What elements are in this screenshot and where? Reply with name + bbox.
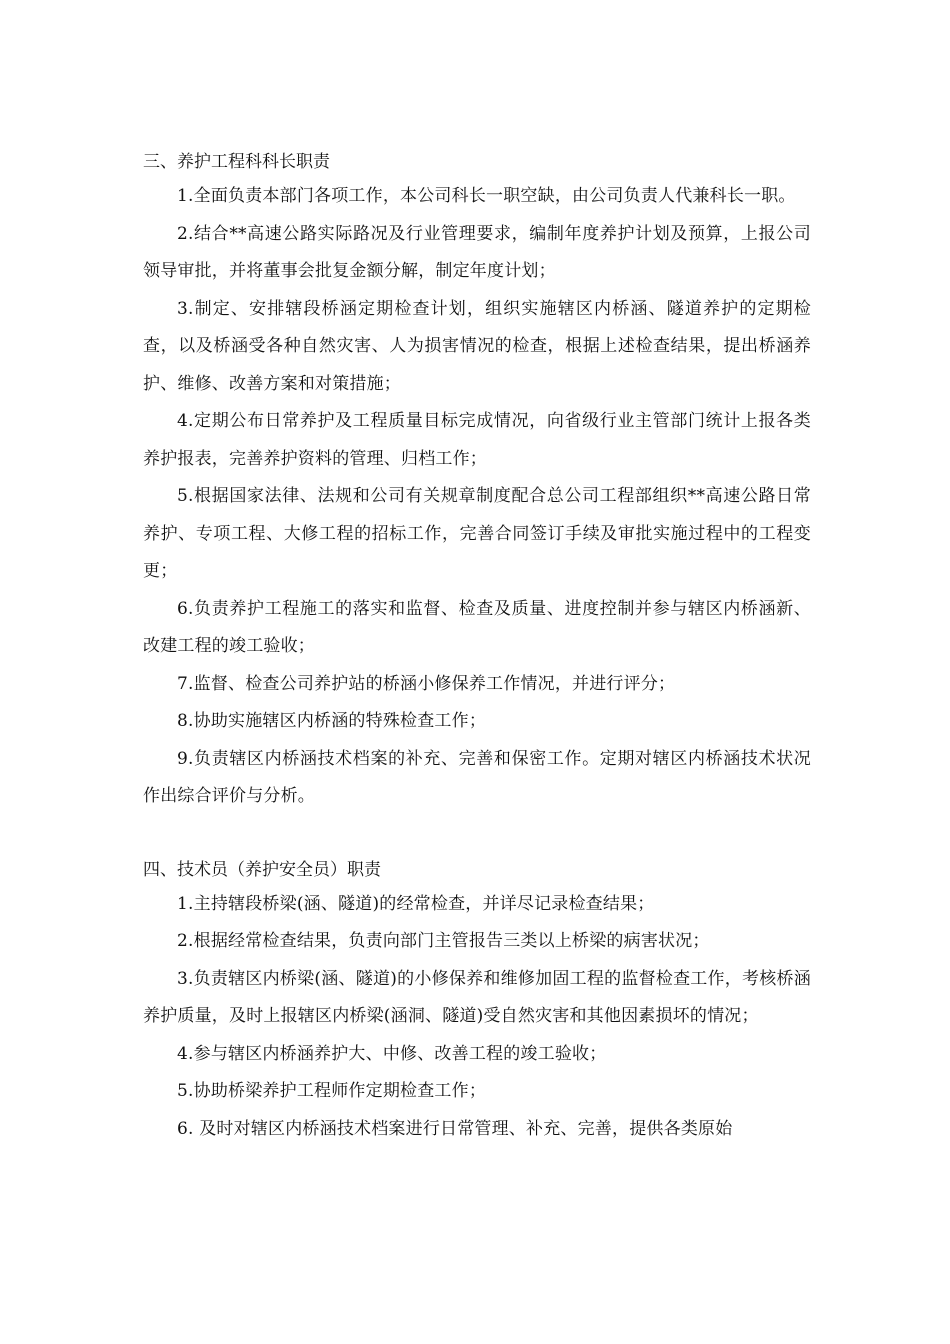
duty-item: 3.负责辖区内桥梁(涵、隧道)的小修保养和维修加固工程的监督检查工作，考核桥涵养护质量，及时上报辖区内桥梁(涵洞、隧道)受自然灾害和其他因素损坏的情况；: [143, 968, 811, 1026]
duty-item: 4.定期公布日常养护及工程质量目标完成情况，向省级行业主管部门统计上报各类养护报表，完善养护资料的管理、归档工作；: [143, 411, 811, 469]
section-spacer: [143, 816, 811, 856]
duty-item: 6. 及时对辖区内桥涵技术档案进行日常管理、补充、完善，提供各类原始: [177, 1118, 733, 1139]
duty-item: 2.根据经常检查结果，负责向部门主管报告三类以上桥梁的病害状况；: [177, 931, 710, 951]
duty-item: 1.主持辖段桥梁(涵、隧道)的经常检查，并详尽记录检查结果；: [177, 893, 655, 914]
duty-item: 5.协助桥梁养护工程师作定期检查工作；: [177, 1081, 487, 1101]
section-heading: 三、养护工程科科长职责: [143, 152, 330, 172]
duty-item: 8.协助实施辖区内桥涵的特殊检查工作；: [177, 711, 487, 731]
duty-item: 2.结合**高速公路实际路况及行业管理要求，编制年度养护计划及预算，上报公司领导审批，并将董事会批复金额分解，制定年度计划；: [143, 223, 811, 281]
duty-item: 5.根据国家法律、法规和公司有关规章制度配合总公司工程部组织**高速公路日常养护、专项工程、大修工程的招标工作，完善合同签订手续及审批实施过程中的工程变更；: [143, 486, 811, 581]
duty-item: 3.制定、安排辖段桥涵定期检查计划，组织实施辖区内桥涵、隧道养护的定期检查，以及桥涵受各种自然灾害、人为损害情况的检查，根据上述检查结果，提出桥涵养护、维修、改善方案和对策措施；: [143, 298, 811, 394]
document-body: [143, 148, 811, 1148]
duty-item: 1.全面负责本部门各项工作，本公司科长一职空缺，由公司负责人代兼科长一职。: [177, 186, 796, 206]
duty-item: 4.参与辖区内桥涵养护大、中修、改善工程的竣工验收；: [177, 1043, 607, 1064]
section-technician-duties: [143, 856, 811, 1149]
duty-item: 9.负责辖区内桥涵技术档案的补充、完善和保密工作。定期对辖区内桥涵技术状况作出综合评价与分析。: [143, 748, 811, 806]
duty-item: 6.负责养护工程施工的落实和监督、检查及质量、进度控制并参与辖区内桥涵新、改建工程的竣工验收；: [143, 598, 811, 656]
section-heading: 四、技术员（养护安全员）职责: [143, 859, 381, 880]
section-maintenance-chief-duties: [143, 148, 811, 816]
duty-item: 7.监督、检查公司养护站的桥涵小修保养工作情况，并进行评分；: [177, 673, 676, 694]
